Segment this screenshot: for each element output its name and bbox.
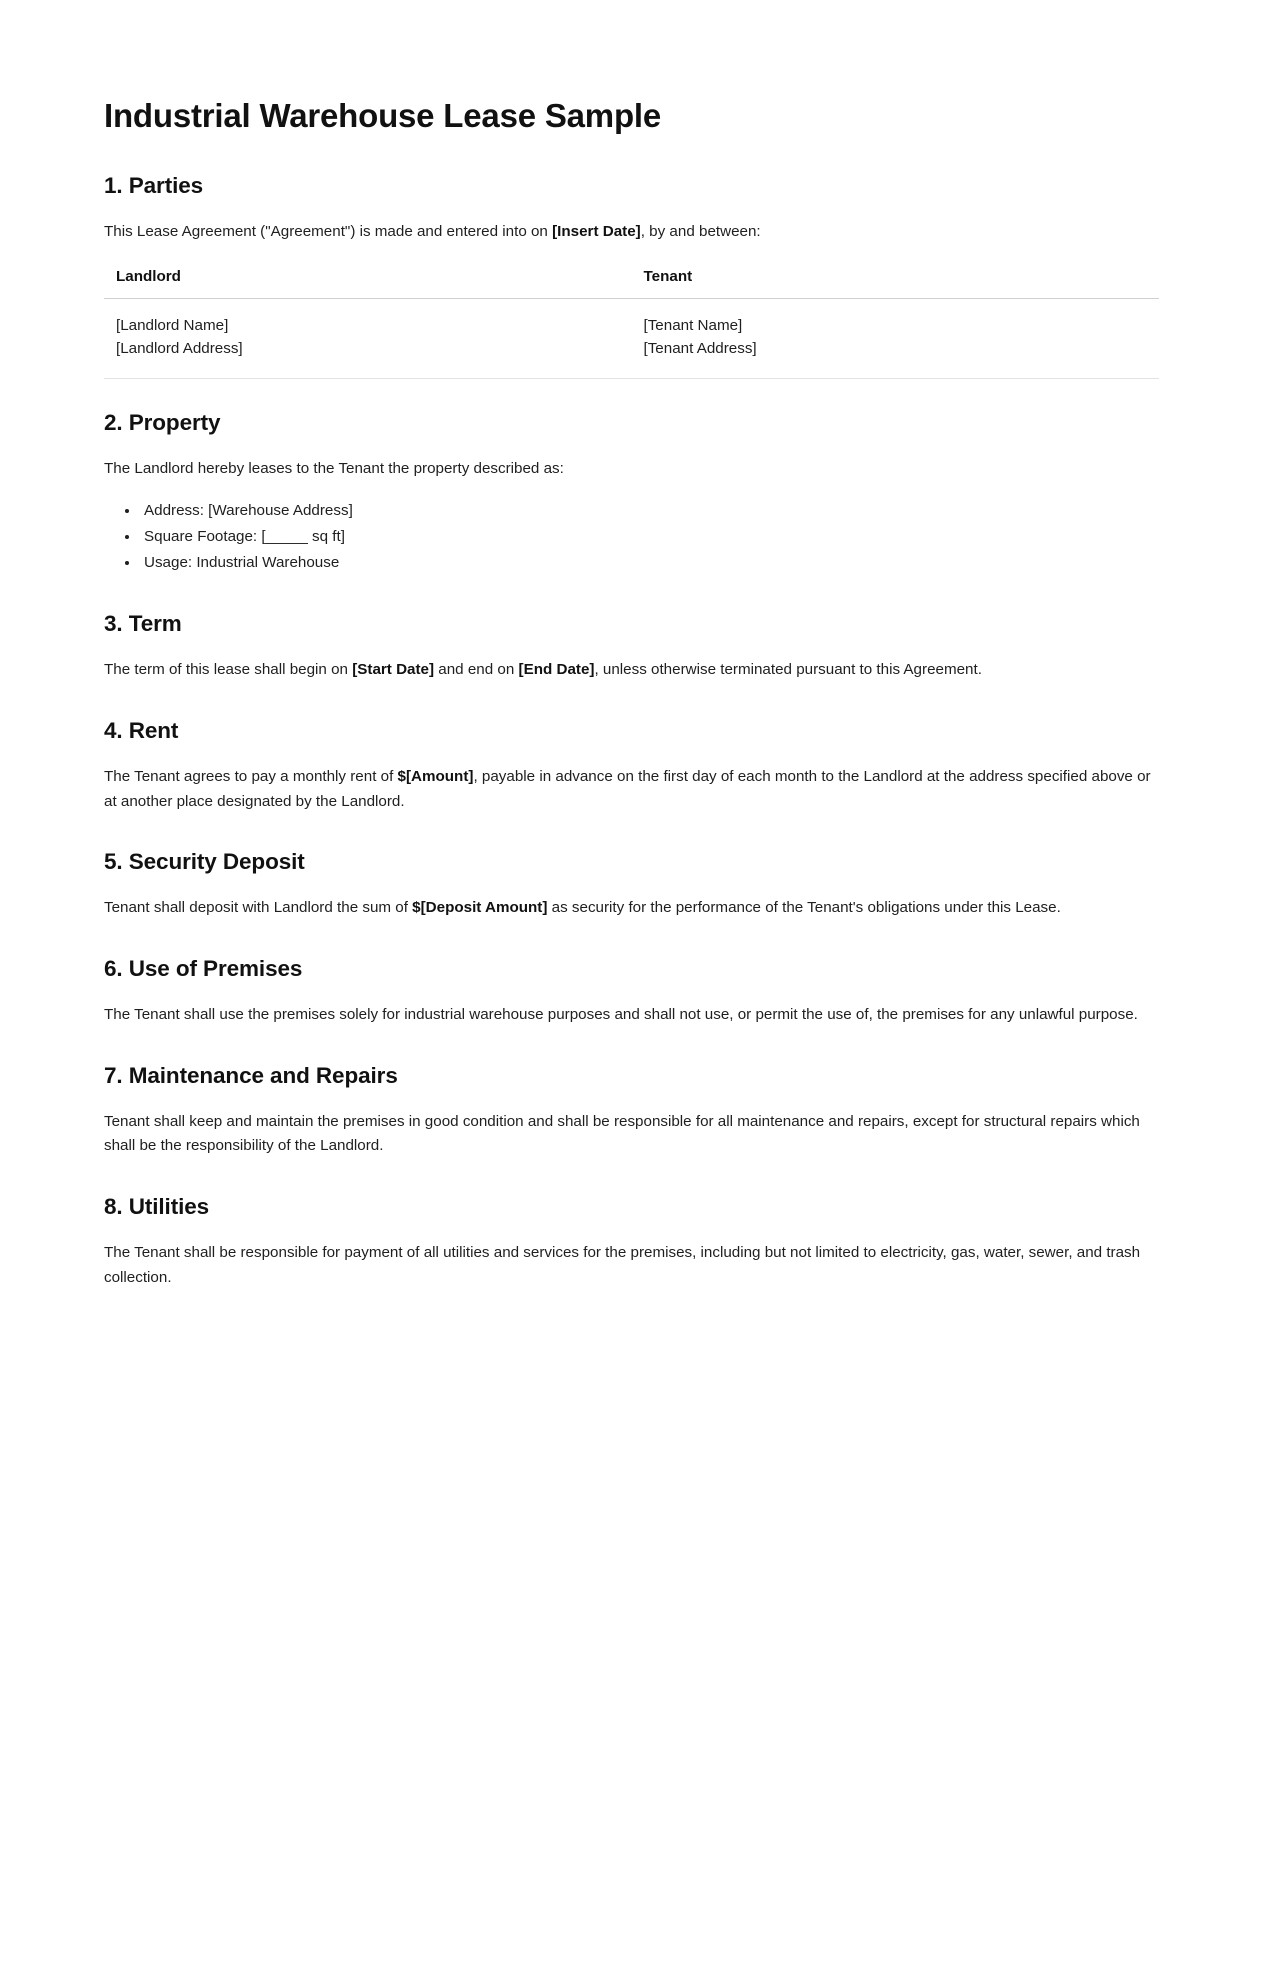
section-property bbox=[104, 409, 1159, 576]
landlord-name: [Landlord Name] bbox=[116, 317, 229, 335]
section-utilities bbox=[104, 1193, 1159, 1290]
section-heading-parties: 1. Parties bbox=[104, 172, 204, 198]
page-title: Industrial Warehouse Lease Sample bbox=[104, 97, 662, 134]
tenant-address: [Tenant Address] bbox=[643, 340, 757, 358]
section-maintenance-and-repairs bbox=[104, 1062, 1159, 1159]
parties-intro-paragraph bbox=[104, 220, 1159, 245]
term-text-1: The term of this lease shall begin on bbox=[104, 661, 353, 679]
section-use-of-premises bbox=[104, 955, 1159, 1028]
cell-landlord bbox=[104, 299, 632, 379]
maintenance-paragraph: Tenant shall keep and maintain the premises in good condition and shall be responsible for all maintenance and repairs, except for structural repairs which shall be the responsibility of the Landlord. bbox=[104, 1112, 1140, 1155]
parties-intro-text-before: This Lease Agreement ("Agreement") is made and entered into on bbox=[104, 222, 553, 240]
section-rent bbox=[104, 717, 1159, 814]
section-heading-rent: 4. Rent bbox=[104, 717, 179, 743]
rent-paragraph bbox=[104, 765, 1159, 814]
table-row bbox=[104, 299, 1159, 379]
rent-text-1: The Tenant agrees to pay a monthly rent of bbox=[104, 767, 398, 785]
rent-amount: $[Amount] bbox=[397, 767, 474, 785]
parties-table-body bbox=[104, 299, 1159, 379]
parties-insert-date: [Insert Date] bbox=[552, 222, 641, 240]
list-item: • Square Footage: [_____ sq ft] bbox=[140, 524, 1159, 550]
section-heading-property: 2. Property bbox=[104, 409, 221, 435]
property-intro-paragraph: The Landlord hereby leases to the Tenant the property described as: bbox=[104, 460, 564, 478]
property-bullet-list bbox=[104, 498, 1159, 576]
list-item: • Address: [Warehouse Address] bbox=[140, 498, 1159, 524]
term-start-date: [Start Date] bbox=[352, 661, 435, 679]
parties-table-head bbox=[104, 262, 1159, 299]
landlord-address: [Landlord Address] bbox=[116, 340, 243, 358]
utilities-paragraph: The Tenant shall be responsible for payment of all utilities and services for the premises, including but not limited to electricity, gas, water, sewer, and trash collection. bbox=[104, 1244, 1141, 1286]
use-of-premises-paragraph: The Tenant shall use the premises solely for industrial warehouse purposes and shall not use, or permit the use of, the premises for any unlawful purpose. bbox=[104, 1006, 1138, 1024]
section-heading-use-of-premises: 6. Use of Premises bbox=[104, 955, 303, 981]
term-paragraph bbox=[104, 658, 1159, 683]
section-term bbox=[104, 610, 1159, 683]
section-heading-security-deposit: 5. Security Deposit bbox=[104, 849, 305, 875]
section-heading-utilities: 8. Utilities bbox=[104, 1194, 210, 1220]
table-header-row bbox=[104, 262, 1159, 299]
deposit-text-2: as security for the performance of the Tenant's obligations under this Lease. bbox=[547, 899, 1061, 917]
column-header-tenant: Tenant bbox=[632, 262, 1160, 299]
cell-tenant bbox=[632, 299, 1160, 379]
deposit-amount: $[Deposit Amount] bbox=[412, 899, 548, 917]
term-text-3: , unless otherwise terminated pursuant to this Agreement. bbox=[594, 661, 982, 679]
term-end-date: [End Date] bbox=[518, 661, 595, 679]
section-heading-maintenance-and-repairs: 7. Maintenance and Repairs bbox=[104, 1062, 398, 1088]
parties-table bbox=[104, 262, 1159, 379]
security-deposit-paragraph bbox=[104, 896, 1159, 921]
list-item: • Usage: Industrial Warehouse bbox=[140, 550, 1159, 576]
section-heading-term: 3. Term bbox=[104, 611, 182, 637]
section-security-deposit bbox=[104, 848, 1159, 921]
column-header-landlord: Landlord bbox=[104, 262, 632, 299]
parties-intro-text-after: , by and between: bbox=[640, 222, 761, 240]
tenant-name: [Tenant Name] bbox=[643, 317, 743, 335]
term-text-2: and end on bbox=[434, 661, 519, 679]
section-parties bbox=[104, 172, 1159, 379]
rent-text-2: , payable in advance on the first day of each month to the Landlord at the address specified above or at another place designated by the Landlord. bbox=[104, 767, 1151, 810]
deposit-text-1: Tenant shall deposit with Landlord the sum of bbox=[104, 899, 413, 917]
